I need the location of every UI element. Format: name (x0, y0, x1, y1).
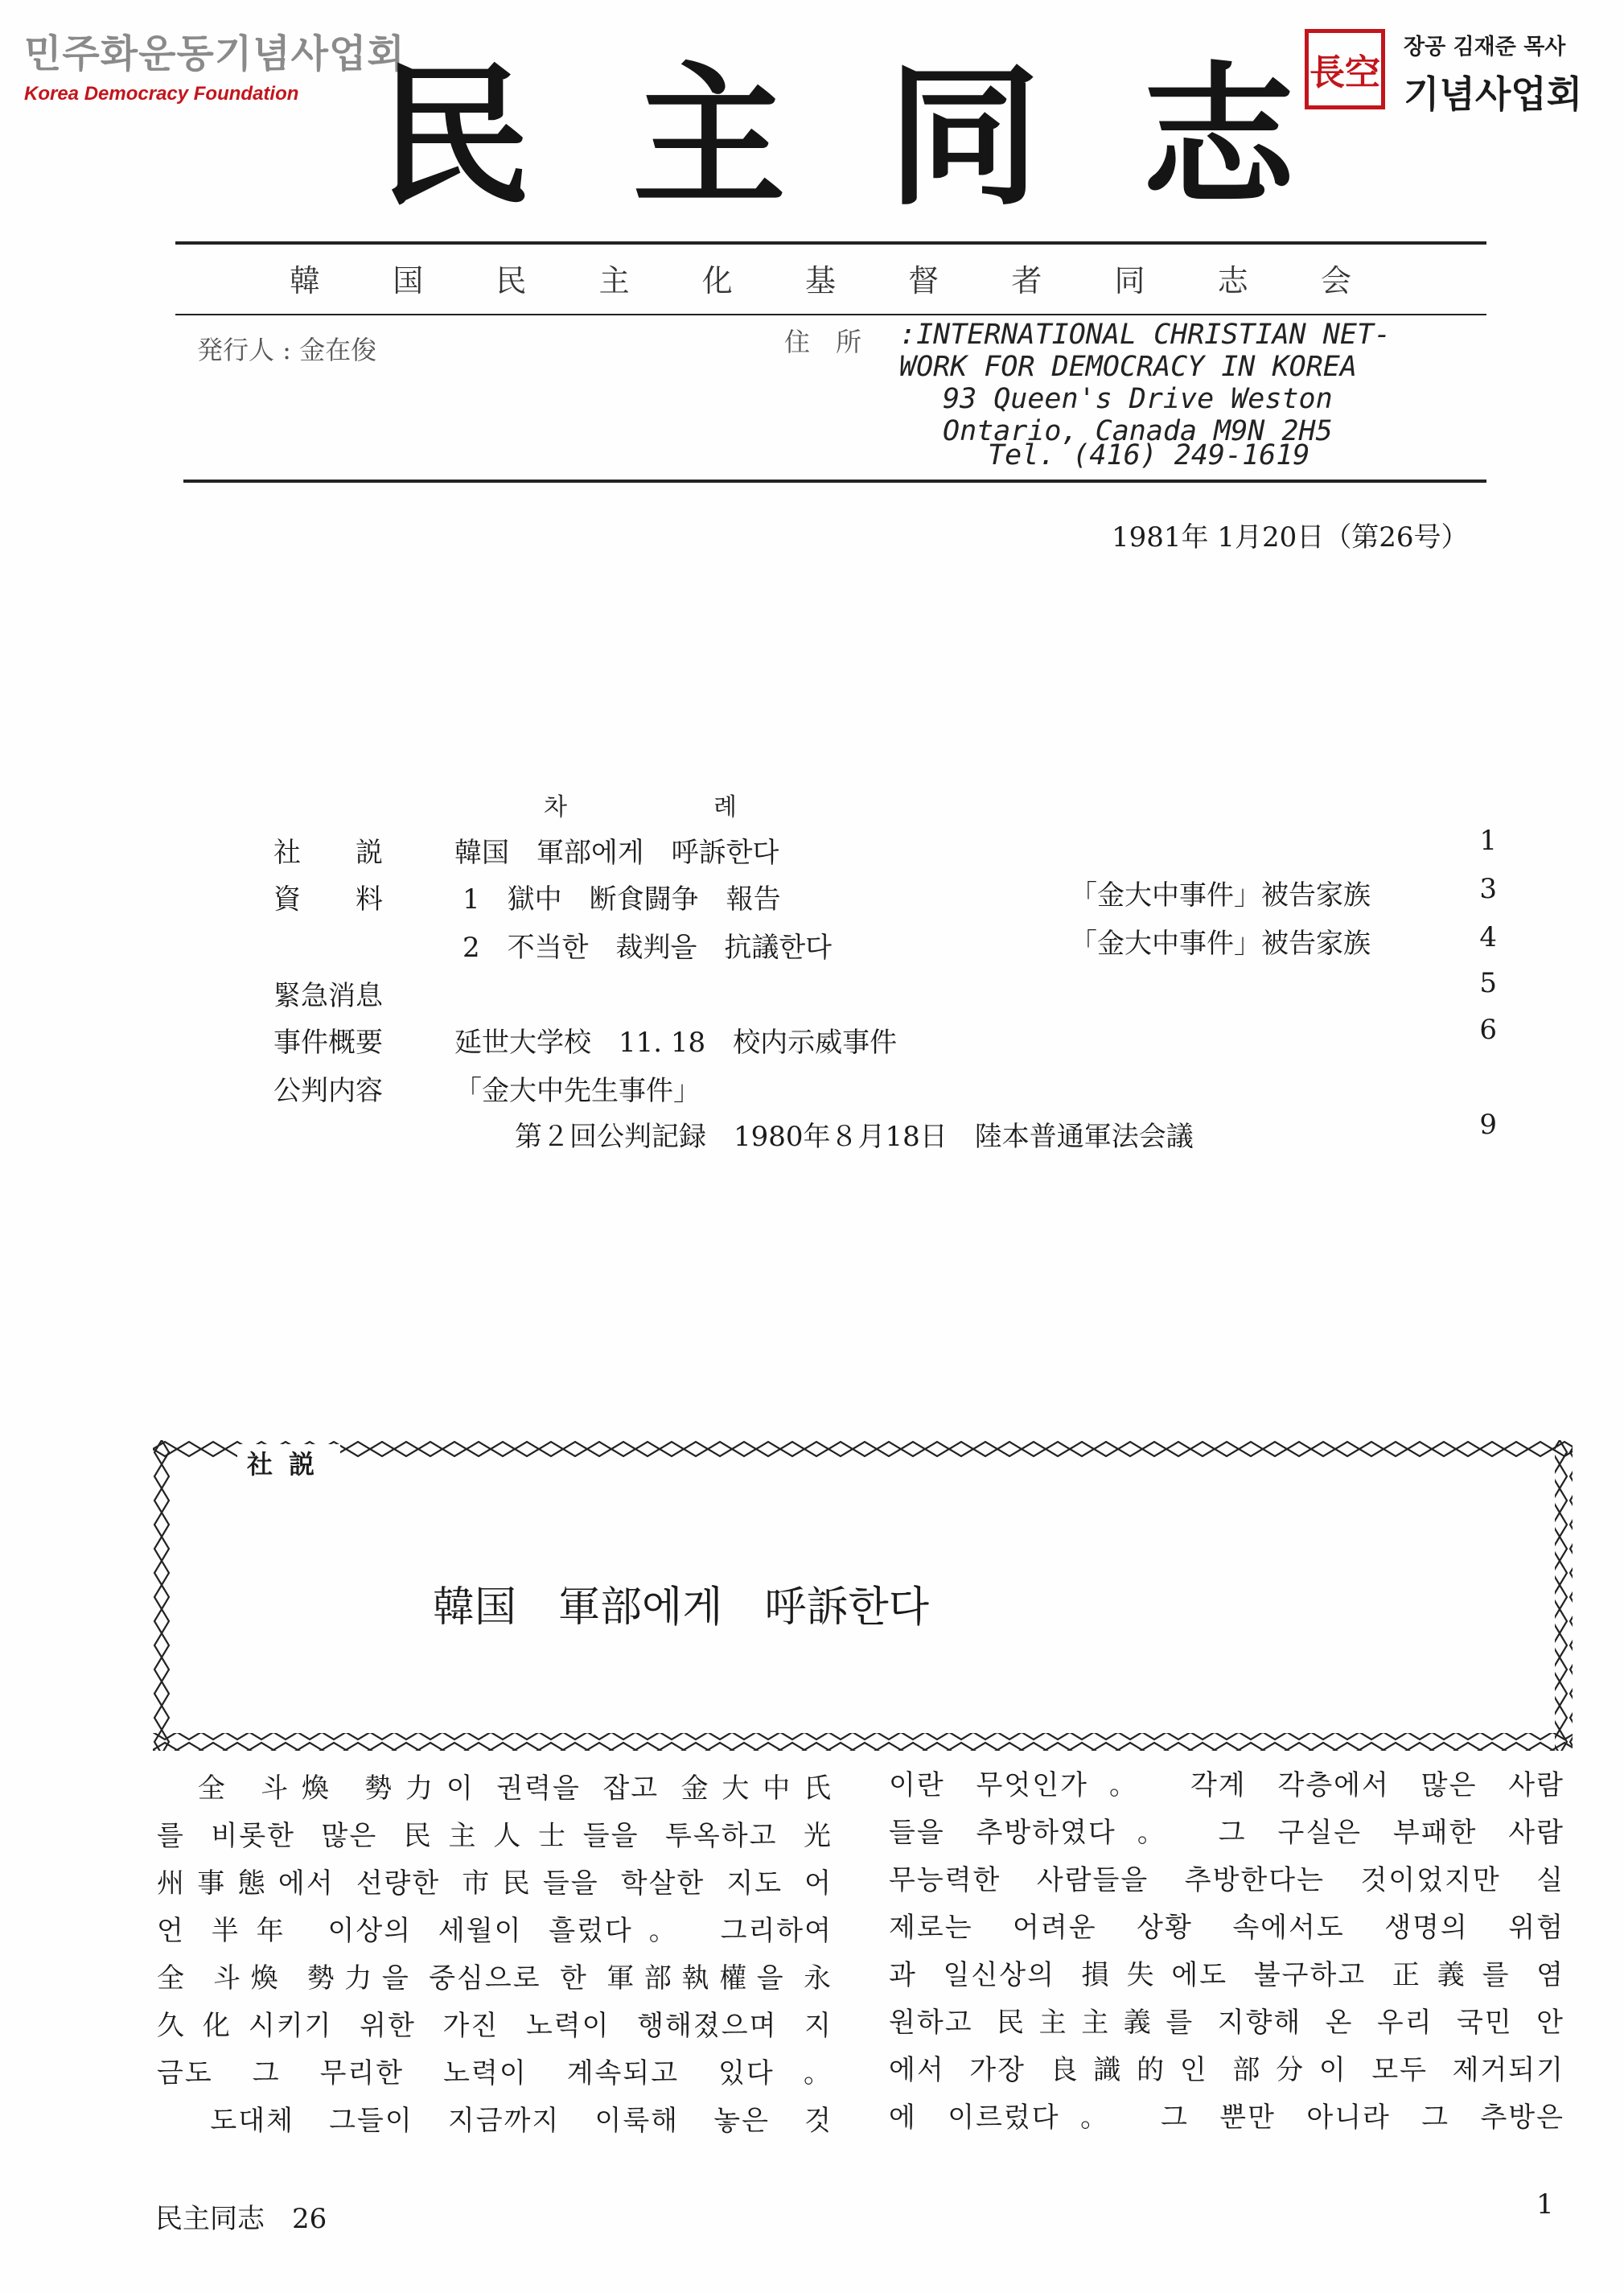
association-char: 国 (393, 263, 424, 298)
text-line: 금도 그 무리한 노력이 계속되고 있다。 (157, 2057, 833, 2089)
toc-heading (544, 787, 737, 822)
text-line: 全 斗煥 勢力을 중심으로 한 軍部執權을 永 (157, 1962, 833, 1995)
association-char: 志 (1217, 263, 1248, 298)
publisher: 発行人 : 金在俊 (197, 335, 377, 365)
foundation-english-name: Korea Democracy Foundation (24, 83, 299, 105)
association-name (290, 256, 1351, 300)
toc-category: 資 料 (273, 883, 383, 916)
toc-category: 緊急消息 (273, 980, 383, 1012)
toc-page: 9 (1479, 1109, 1497, 1141)
association-char: 同 (1114, 263, 1145, 298)
text-line: 이란 무엇인가。 각계 각층에서 많은 사람 (889, 1769, 1564, 1801)
text-line: 언 半年 이상의 세월이 흘렀다。 그리하여 (157, 1915, 833, 1947)
toc-item: 2 不当한 裁判을 抗議한다 (463, 932, 833, 964)
association-char: 韓 (290, 263, 321, 298)
toc-source: 「金大中事件」被告家族 (1070, 879, 1371, 912)
toc-item: 韓国 軍部에게 呼訴한다 (454, 837, 779, 869)
issue-date: 1981年 1月20日（第26号） (1112, 521, 1469, 554)
address-line: Ontario, Canada M9N 2H5 (943, 415, 1333, 447)
masthead-char: 同 (887, 47, 1041, 226)
text-line: 州事態에서 선량한 市民들을 학살한 지도 어 (157, 1867, 833, 1900)
toc-category: 社 説 (273, 837, 383, 869)
text-line: 들을 추방하였다。 그 구실은 부패한 사람 (889, 1817, 1564, 1849)
toc-page: 4 (1479, 921, 1497, 953)
korea-democracy-foundation-logo (24, 23, 405, 105)
editorial-title: 韓国 軍部에게 呼訴한다 (433, 1583, 929, 1632)
masthead-title (378, 47, 1295, 226)
footer-journal: 民主同志 26 (155, 2203, 327, 2235)
text-line: 과 일신상의 損失에도 불구하고 正義를 염 (889, 1959, 1564, 1991)
editorial-column-right (889, 1762, 1564, 2142)
toc-heading-char: 례 (713, 793, 737, 821)
address-line: :INTERNATIONAL CHRISTIAN NET- (899, 319, 1392, 351)
association-char: 督 (908, 263, 939, 298)
text-line: 久化시키기 위한 가진 노력이 행해졌으며 지 (157, 2010, 833, 2042)
memorial-line2: 기념사업회 (1404, 72, 1583, 116)
header-rule-bottom (183, 480, 1486, 483)
editorial-label: 社説 (237, 1444, 340, 1481)
address-line: WORK FOR DEMOCRACY IN KOREA (899, 351, 1357, 383)
association-char: 者 (1011, 263, 1042, 298)
text-line: 원하고 民主主義를 지향해 온 우리 국민 안 (889, 2007, 1564, 2039)
text-line: 를 비롯한 많은 民主人士들을 투옥하고 光 (157, 1820, 833, 1852)
header-rule-top (175, 241, 1486, 245)
red-seal-stamp: 長空 (1305, 29, 1385, 109)
foundation-korean-name: 민주화운동기념사업회 (24, 31, 405, 76)
toc-heading-char: 차 (544, 793, 567, 821)
toc-page: 1 (1479, 825, 1497, 857)
address-line: Tel. (416) 249-1619 (988, 439, 1310, 471)
association-char: 民 (495, 263, 527, 298)
toc-item: 「金大中先生事件」 (454, 1075, 701, 1107)
page-number: 1 (1536, 2188, 1554, 2221)
masthead-char: 主 (632, 47, 786, 226)
association-char: 会 (1320, 263, 1351, 298)
text-line: 무능력한 사람들을 추방한다는 것이었지만 실 (889, 1864, 1564, 1896)
text-line: 에 이르렀다。 그 뿐만 아니라 그 추방은 (889, 2102, 1564, 2134)
header-rule-middle (175, 314, 1486, 315)
address-label: 住 所 (784, 327, 862, 357)
association-char: 基 (804, 263, 836, 298)
toc-item: 第２回公判記録 1980年８月18日 陸本普通軍法会議 (515, 1121, 1194, 1153)
masthead-char: 志 (1141, 47, 1295, 226)
toc-item: 延世大学校 11. 18 校内示威事件 (454, 1027, 898, 1059)
masthead-char: 民 (378, 47, 532, 226)
toc-page: 6 (1479, 1014, 1497, 1046)
text-line: 제로는 어려운 상황 속에서도 생명의 위험 (889, 1912, 1564, 1944)
toc-page: 5 (1479, 967, 1497, 999)
association-char: 化 (701, 263, 733, 298)
toc-source: 「金大中事件」被告家族 (1070, 928, 1371, 960)
memorial-society-logo (1404, 29, 1605, 118)
toc-item: 1 獄中 断食闘争 報告 (463, 883, 781, 916)
toc-category: 事件概要 (273, 1027, 383, 1059)
text-line: 도대체 그들이 지금까지 이룩해 놓은 것 (157, 2105, 833, 2137)
toc-page: 3 (1479, 873, 1497, 905)
address-line: 93 Queen's Drive Weston (943, 383, 1333, 415)
toc-category: 公判内容 (273, 1075, 383, 1107)
editorial-column-left (157, 1765, 833, 2145)
association-char: 主 (598, 263, 630, 298)
text-line: 에서 가장 良識的인 部分이 모두 제거되기 (889, 2054, 1564, 2086)
memorial-line1: 장공 김재준 목사 (1404, 35, 1566, 60)
text-line: 全 斗煥 勢力이 권력을 잡고 金大中氏 (157, 1772, 833, 1805)
